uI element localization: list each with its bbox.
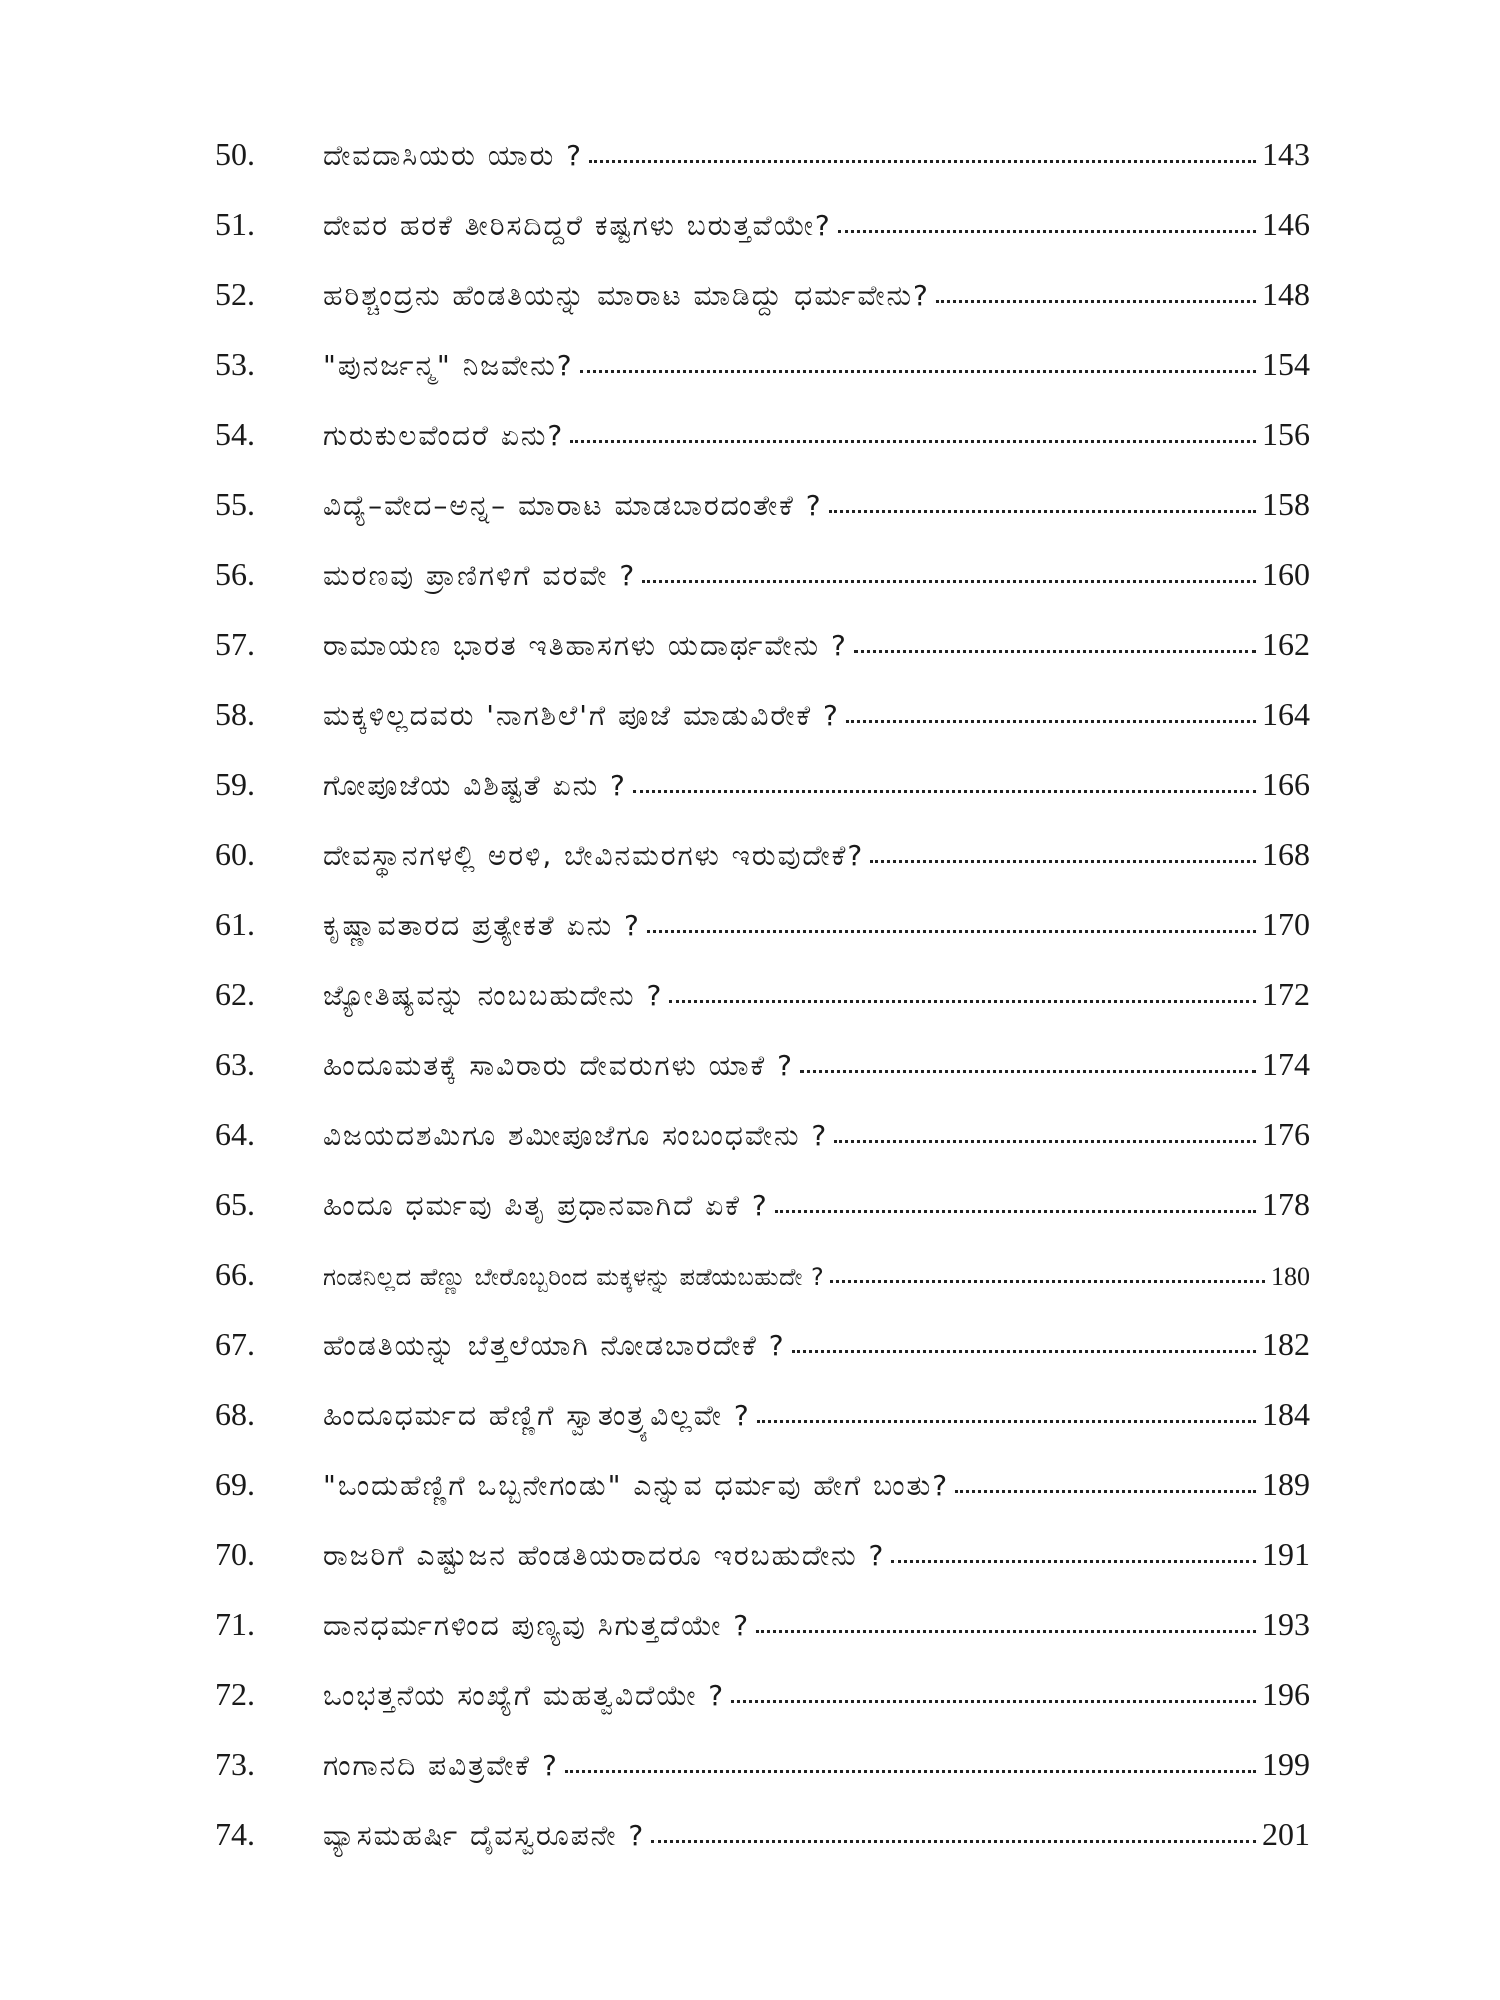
- toc-entry: [215, 138, 1310, 208]
- toc-entry: [215, 628, 1310, 698]
- dot-leader: [936, 296, 1256, 303]
- dot-leader: [955, 1486, 1256, 1493]
- entry-page-number: 191: [1262, 1536, 1310, 1572]
- entry-title: ಹರಿಶ್ಚಂದ್ರನು ಹೆಂಡತಿಯನ್ನು ಮಾರಾಟ ಮಾಡಿದ್ದು ಧರ್ಮವೇನು?: [323, 279, 930, 312]
- entry-number: 71.: [215, 1606, 255, 1642]
- entry-title: ಜ್ಯೋತಿಷ್ಯವನ್ನು ನಂಬಬಹುದೇನು ?: [323, 979, 664, 1012]
- entry-title: ಗೋಪೂಜೆಯ ವಿಶಿಷ್ಟತೆ ಏನು ?: [323, 769, 627, 802]
- entry-title: ದೇವಸ್ಥಾನಗಳಲ್ಲಿ ಅರಳಿ, ಬೇವಿನಮರಗಳು ಇರುವುದೇಕೆ?: [323, 839, 865, 872]
- entry-page-number: 201: [1262, 1816, 1310, 1852]
- dot-leader: [834, 1136, 1256, 1143]
- entry-title: ವಿದ್ಯೆ–ವೇದ–ಅನ್ನ– ಮಾರಾಟ ಮಾಡಬಾರದಂತೇಕೆ ?: [323, 489, 823, 522]
- entry-page-number: 166: [1262, 766, 1310, 802]
- entry-number: 59.: [215, 766, 255, 802]
- toc-entry: [215, 488, 1310, 558]
- entry-number: 62.: [215, 976, 255, 1012]
- dot-leader: [647, 926, 1256, 933]
- entry-number: 61.: [215, 906, 255, 942]
- entry-number: 66.: [215, 1256, 255, 1292]
- dot-leader: [580, 366, 1256, 373]
- entry-title: ವ್ಯಾಸಮಹರ್ಷಿ ದೈವಸ್ವರೂಪನೇ ?: [323, 1819, 646, 1852]
- entry-number: 60.: [215, 836, 255, 872]
- entry-title: ದಾನಧರ್ಮಗಳಿಂದ ಪುಣ್ಯವು ಸಿಗುತ್ತದೆಯೇ ?: [323, 1609, 751, 1642]
- entry-number: 65.: [215, 1186, 255, 1222]
- entry-number: 64.: [215, 1116, 255, 1152]
- toc-entry: [215, 838, 1310, 908]
- toc-entry: [215, 1748, 1310, 1818]
- entry-title: ಹೆಂಡತಿಯನ್ನು ಬೆತ್ತಲೆಯಾಗಿ ನೋಡಬಾರದೇಕೆ ?: [323, 1329, 786, 1362]
- dot-leader: [669, 996, 1256, 1003]
- entry-number: 63.: [215, 1046, 255, 1082]
- dot-leader: [830, 1276, 1265, 1283]
- entry-number: 67.: [215, 1326, 255, 1362]
- dot-leader: [800, 1066, 1256, 1073]
- toc-entry: [215, 1468, 1310, 1538]
- entry-number: 55.: [215, 486, 255, 522]
- entry-title: ಗಂಗಾನದಿ ಪವಿತ್ರವೇಕೆ ?: [323, 1749, 559, 1782]
- entry-number: 53.: [215, 346, 255, 382]
- entry-title: ವಿಜಯದಶಮಿಗೂ ಶಮೀಪೂಜೆಗೂ ಸಂಬಂಧವೇನು ?: [323, 1119, 829, 1152]
- entry-title: ದೇವರ ಹರಕೆ ತೀರಿಸದಿದ್ದರೆ ಕಷ್ಟಗಳು ಬರುತ್ತವೆಯೇ?: [323, 209, 832, 242]
- dot-leader: [633, 786, 1256, 793]
- dot-leader: [854, 646, 1256, 653]
- toc-entry: [215, 1118, 1310, 1188]
- toc-entry: [215, 1328, 1310, 1398]
- toc-entry: [215, 768, 1310, 838]
- entry-page-number: 184: [1262, 1396, 1310, 1432]
- toc-entry: [215, 1538, 1310, 1608]
- dot-leader: [570, 436, 1256, 443]
- dot-leader: [838, 226, 1256, 233]
- entry-number: 57.: [215, 626, 255, 662]
- dot-leader: [589, 156, 1256, 163]
- entry-page-number: 196: [1262, 1676, 1310, 1712]
- entry-number: 54.: [215, 416, 255, 452]
- entry-page-number: 178: [1262, 1186, 1310, 1222]
- entry-number: 69.: [215, 1466, 255, 1502]
- entry-title: ಗಂಡನಿಲ್ಲದ ಹೆಣ್ಣು ಬೇರೊಬ್ಬರಿಂದ ಮಕ್ಕಳನ್ನು ಪಡೆಯಬಹುದೇ ?: [323, 1263, 825, 1291]
- entry-number: 52.: [215, 276, 255, 312]
- entry-page-number: 168: [1262, 836, 1310, 872]
- entry-number: 50.: [215, 136, 255, 172]
- toc-entry: [215, 698, 1310, 768]
- entry-title: ರಾಜರಿಗೆ ಎಷ್ಟುಜನ ಹೆಂಡತಿಯರಾದರೂ ಇರಬಹುದೇನು ?: [323, 1539, 886, 1572]
- entry-title: ಹಿಂದೂಧರ್ಮದ ಹೆಣ್ಣಿಗೆ ಸ್ವಾತಂತ್ರ್ಯವಿಲ್ಲವೇ ?: [323, 1399, 751, 1432]
- entry-page-number: 189: [1262, 1466, 1310, 1502]
- entry-page-number: 164: [1262, 696, 1310, 732]
- toc-entry: [215, 1678, 1310, 1748]
- entry-page-number: 172: [1262, 976, 1310, 1012]
- entry-page-number: 143: [1262, 136, 1310, 172]
- entry-page-number: 160: [1262, 556, 1310, 592]
- entry-title: ಗುರುಕುಲವೆಂದರೆ ಏನು?: [323, 419, 565, 452]
- dot-leader: [642, 576, 1256, 583]
- entry-number: 56.: [215, 556, 255, 592]
- entry-number: 58.: [215, 696, 255, 732]
- entry-page-number: 199: [1262, 1746, 1310, 1782]
- entry-page-number: 148: [1262, 276, 1310, 312]
- dot-leader: [651, 1836, 1256, 1843]
- entry-number: 72.: [215, 1676, 255, 1712]
- dot-leader: [846, 716, 1256, 723]
- entry-page-number: 176: [1262, 1116, 1310, 1152]
- entry-page-number: 154: [1262, 346, 1310, 382]
- entry-title: "ಪುನರ್ಜನ್ಮ" ನಿಜವೇನು?: [323, 349, 574, 382]
- dot-leader: [756, 1626, 1256, 1633]
- entry-title: ಕೃಷ್ಣಾವತಾರದ ಪ್ರತ್ಯೇಕತೆ ಏನು ?: [323, 909, 641, 942]
- entry-page-number: 156: [1262, 416, 1310, 452]
- entry-title: ಮಕ್ಕಳಿಲ್ಲದವರು 'ನಾಗಶಿಲೆ'ಗೆ ಪೂಜೆ ಮಾಡುವಿರೇಕೆ ?: [323, 699, 840, 732]
- entry-page-number: 146: [1262, 206, 1310, 242]
- entry-page-number: 193: [1262, 1606, 1310, 1642]
- dot-leader: [870, 856, 1256, 863]
- entry-number: 73.: [215, 1746, 255, 1782]
- toc-entry: [215, 1398, 1310, 1468]
- entry-title: ದೇವದಾಸಿಯರು ಯಾರು ?: [323, 139, 584, 172]
- entry-page-number: 170: [1262, 906, 1310, 942]
- toc-entry: [215, 1048, 1310, 1118]
- dot-leader: [792, 1346, 1256, 1353]
- entry-number: 68.: [215, 1396, 255, 1432]
- toc-entry: [215, 1188, 1310, 1258]
- dot-leader: [891, 1556, 1256, 1563]
- toc-entry: [215, 558, 1310, 628]
- entry-page-number: 182: [1262, 1326, 1310, 1362]
- toc-entry: [215, 278, 1310, 348]
- toc-entry: [215, 978, 1310, 1048]
- entry-page-number: 174: [1262, 1046, 1310, 1082]
- dot-leader: [829, 506, 1256, 513]
- toc-entry: [215, 348, 1310, 418]
- entry-title: ಹಿಂದೂಮತಕ್ಕೆ ಸಾವಿರಾರು ದೇವರುಗಳು ಯಾಕೆ ?: [323, 1049, 794, 1082]
- dot-leader: [757, 1416, 1256, 1423]
- entry-number: 51.: [215, 206, 255, 242]
- entry-number: 74.: [215, 1816, 255, 1852]
- entry-title: ಒಂಭತ್ತನೆಯ ಸಂಖ್ಯೆಗೆ ಮಹತ್ವವಿದೆಯೇ ?: [323, 1679, 726, 1712]
- entry-page-number: 162: [1262, 626, 1310, 662]
- toc-entry: [215, 418, 1310, 488]
- entry-page-number: 158: [1262, 486, 1310, 522]
- entry-title: ರಾಮಾಯಣ ಭಾರತ ಇತಿಹಾಸಗಳು ಯದಾರ್ಥವೇನು ?: [323, 629, 848, 662]
- entry-title: "ಒಂದುಹೆಣ್ಣಿಗೆ ಒಬ್ಬನೇಗಂಡು" ಎನ್ನುವ ಧರ್ಮವು ಹೇಗೆ ಬಂತು?: [323, 1469, 950, 1502]
- toc-entry: [215, 1818, 1310, 1888]
- toc-entry: [215, 908, 1310, 978]
- dot-leader: [731, 1696, 1256, 1703]
- dot-leader: [565, 1766, 1256, 1773]
- dot-leader: [775, 1206, 1256, 1213]
- entry-page-number: 180: [1271, 1262, 1310, 1291]
- entry-title: ಹಿಂದೂ ಧರ್ಮವು ಪಿತೃ ಪ್ರಧಾನವಾಗಿದೆ ಏಕೆ ?: [323, 1189, 769, 1222]
- toc-entry: [215, 1608, 1310, 1678]
- entry-title: ಮರಣವು ಪ್ರಾಣಿಗಳಿಗೆ ವರವೇ ?: [323, 559, 637, 592]
- entry-number: 70.: [215, 1536, 255, 1572]
- table-of-contents: [215, 138, 1310, 1888]
- toc-entry: [215, 208, 1310, 278]
- toc-entry: [215, 1258, 1310, 1328]
